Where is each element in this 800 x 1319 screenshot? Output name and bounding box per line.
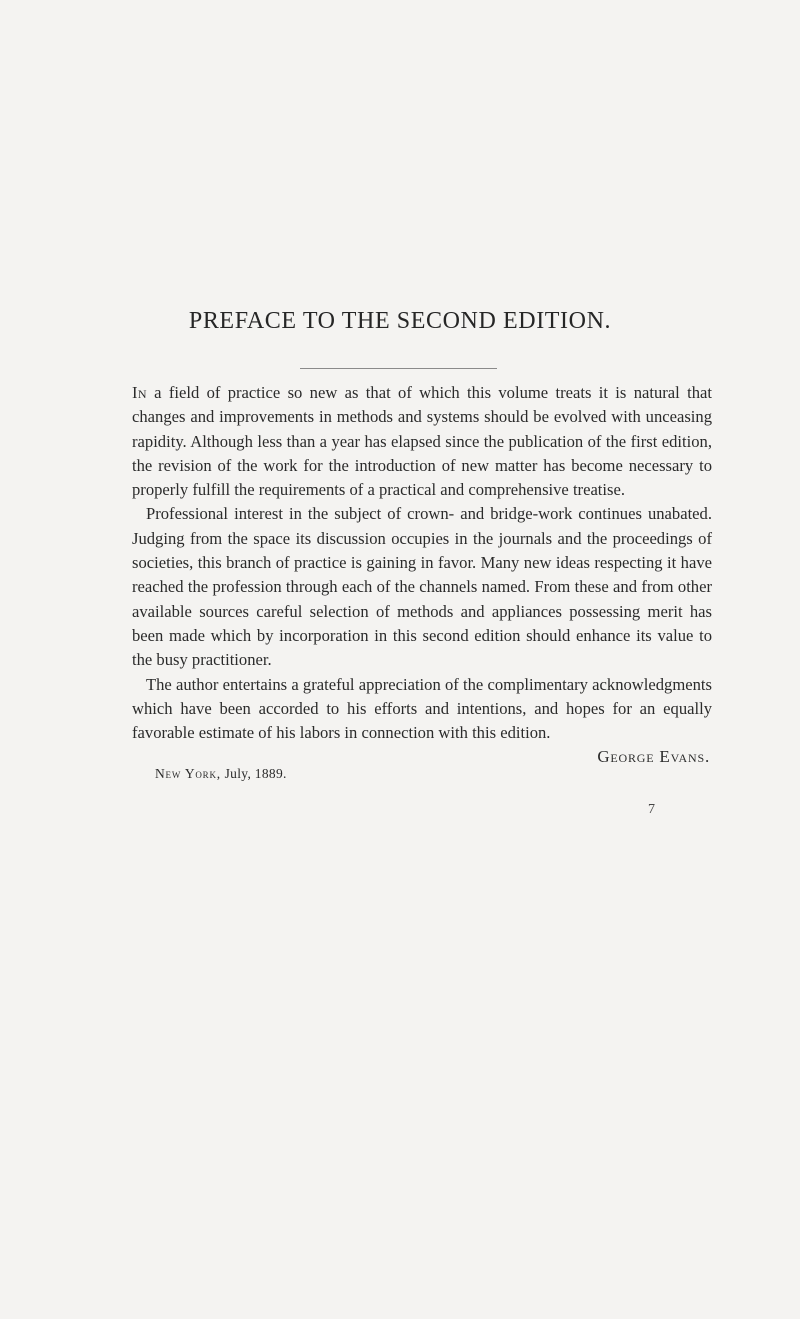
author-signature: George Evans. [597, 747, 710, 767]
paragraph-1-text: a field of practice so new as that of which this volume treats it is natural that changes and improvements in methods and systems should be evolved with unceasing rapidity. Although less than a year has elapsed since the publication of the first edition, the revision of the work for the introduction of new matter has become necessary to properly fulfill the requirements of a practical and comprehensive treatise. [132, 383, 712, 500]
paragraph-2: Professional interest in the subject of crown- and bridge-work continues unabated. Judging from the space its discussion occupies in the journals and the proceedings of societies, this branch of practice is gaining in favor. Many new ideas respecting it have reached the profession through each of the channels named. From these and from other available sources careful selection of methods and appliances possessing merit has been made which by incorporation in this second edition should enhance its value to the busy practitioner. [132, 504, 712, 670]
paragraph-3: The author entertains a grateful appreciation of the complimentary acknowledgments which have been accorded to his efforts and intentions, and hopes for an equally favorable estimate of his labors in connection with this edition. [132, 674, 712, 743]
page-number: 7 [648, 802, 655, 817]
preface-body [132, 381, 712, 770]
page-title: PREFACE TO THE SECOND EDITION. [188, 308, 612, 334]
title-divider [300, 368, 497, 369]
dateline-place: New York, [155, 766, 221, 781]
paragraph-1 [132, 381, 712, 502]
paragraph-initial: In [132, 383, 147, 402]
dateline-date: July, 1889. [220, 766, 287, 781]
dateline [155, 766, 287, 782]
